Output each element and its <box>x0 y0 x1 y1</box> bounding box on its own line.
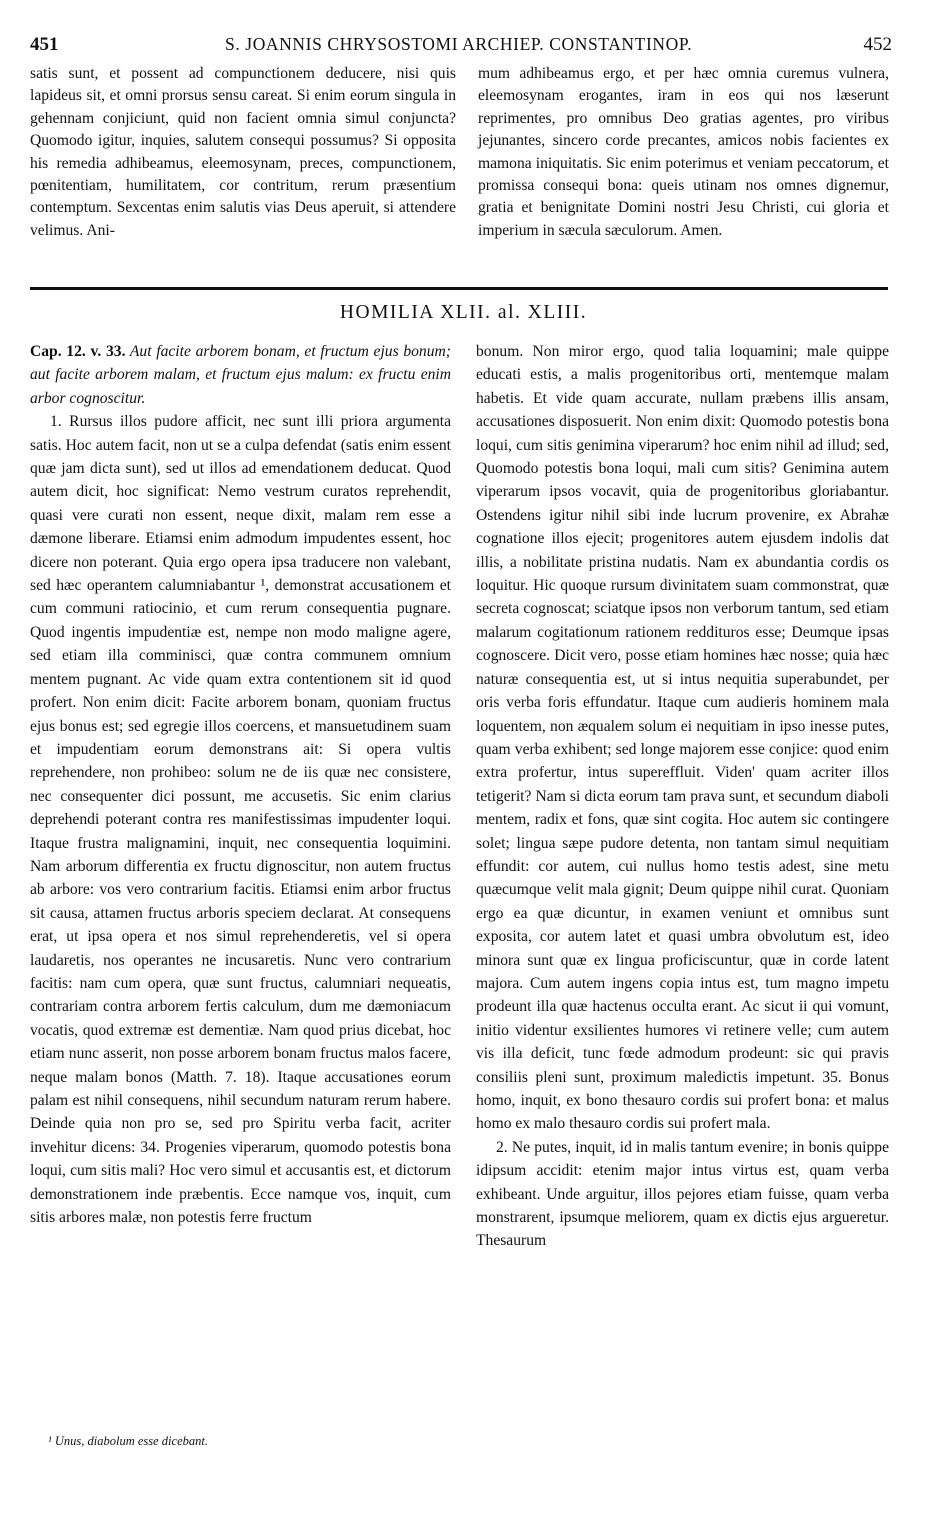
running-title: S. JOANNIS CHRYSOSTOMI ARCHIEP. CONSTANTINOP. <box>225 34 693 54</box>
body-left-column <box>30 340 451 1229</box>
homily-title: HOMILIA XLII. al. XLIII. <box>339 302 588 323</box>
body-right-column <box>476 340 889 1253</box>
page-number-left: 451 <box>30 34 59 55</box>
left-paragraph: 1. Rursus illos pudore afficit, nec sunt illi priora argumenta satis. Hoc autem facit, non ut se a culpa defendat (satis enim essent quæ jam dicta sunt), sed ut illos ad emendationem deducat. Quod autem dicit, hoc significat: Nemo vestrum curatos reprehendit, quasi vere curati non essent, neque dixit, malam rem esse a dæmone liberare. Etiamsi enim admodum impudentes essent, hoc dicere non poterant. Quia ergo opera ipsa traducere non valebant, sed hæc operantem calumniabantur ¹, demonstrat accusationem et cum communi ratiocinio, et cum rerum consequentia pugnare. Quod ingentis impudentiæ est, nempe non modo maligne agere, sed etiam illa comminisci, quæ contra communem omnium mentem pugnant. Ac vide quam extra contentionem sit id quod profert. Non enim dicit: Facite arborem bonam, quoniam fructus ejus bonus est; sed egregie illos coercens, et mansuetudinem suam et impudentiam eorum demonstrans ait: Si opera vultis reprehendere, non prohibeo: solum ne de iis quæ nec consistere, nec consequenter dici possunt, me accusetis. Sic enim clarius deprehendi poterant contra res manifestissimas impudenter loqui. Itaque frustra malignamini, inquit, nec consequentia loquimini. Nam arborum differentia ex fructu dignoscitur, non autem fructus ab arbore: vos vero contrarium facitis. Etiamsi enim arbor fructus sit causa, attamen fructus arboris speciem declarat. At consequens erat, ut ipsa opera et nos simul reprehenderetis, vel si opera laudaretis, nos operantes ne incusaretis. Nunc vero contrarium facitis: nam cum opera, quæ sunt fructus, calumniari nequeatis, contrariam contra arborem fertis calculum, dum me dæmoniacum vocatis, quod extremæ est dementiæ. Nam quod prius dicebat, hoc etiam nunc asserit, non posse arborem bonam fructus malos facere, neque malam bonos (Matth. 7. 18). Itaque accusationes eorum palam est nihil consequens, nihil secundum naturam rerum habere. Deinde quia non pro se, sed pro Spiritu verba facit, acriter invehitur dicens: 34. Progenies viperarum, quomodo potestis bona loqui, cum sitis mali? Hoc vero simul et accusantis est, et dictorum demonstrationem inde præbentis. Ecce namque vos, inquit, cum sitis arbores malæ, non potestis ferre fructum <box>30 413 451 1227</box>
chapter-label: Cap. 12. v. 33. <box>30 343 126 360</box>
page-number-right: 452 <box>863 34 892 55</box>
chapter-text: Aut facite arborem bonam, et fructum ejus bonum; aut facite arborem malam, et fructum ejus malum: ex fructu enim arbor cognoscitur. <box>30 343 451 407</box>
top-right-column <box>478 63 889 242</box>
page-header <box>30 34 892 58</box>
top-left-column <box>30 63 456 242</box>
section-divider <box>30 287 888 290</box>
chapter-heading <box>30 340 451 410</box>
top-left-text: satis sunt, et possent ad compunctionem deducere, nisi quis lapideus sit, et omni prorsus sensu careat. Si enim eorum singula in gehennam conjiciunt, quid non facient omnia simul conjuncta? Quomodo igitur, inquies, salutem consequi possumus? Si opposita his remedia adhibeamus, eleemosynam, preces, compunctionem, pœnitentiam, humilitatem, cor contritum, rerum præsentium contemptum. Sexcentas enim salutis vias Deus aperuit, si attendere velimus. Ani- <box>30 65 456 239</box>
footnote: ¹ Unus, diabolum esse dicebant. <box>48 1434 208 1448</box>
top-right-text: mum adhibeamus ergo, et per hæc omnia curemus vulnera, eleemosynam erogantes, iram in eos qui nos læserunt reprimentes, pro omnibus Deo gratias agentes, pro viribus jejunantes, sincero corde precantes, amicos nobis facientes ex mamona iniquitatis. Sic enim poterimus et veniam peccatorum, et promissa consequi bona: queis utinam nos omnes dignemur, gratia et benignitate Domini nostri Jesu Christi, cui gloria et imperium in sæcula sæculorum. Amen. <box>478 65 889 239</box>
right-paragraph-1: bonum. Non miror ergo, quod talia loquamini; male quippe educati estis, a malis progenitoribus orti, mentemque malam habetis. Et vide quam accurate, nullam præbens illis ansam, accusationes disposuerit. Non enim dixit: Quomodo potestis bona loqui, cum sitis genimina viperarum? hoc enim nihil ad illud; sed, Quomodo potestis bona loqui, mali cum sitis? Genimina autem viperarum ipsos vocavit, quia de progenitoribus gloriabantur. Ostendens igitur nihil sibi inde lucrum provenire, ex Abrahæ cognatione illos ejecit; progenitores autem ejusdem indolis dat illis, a nobilitate pristina nudatis. Nam ex abundantia cordis os loquitur. Hic quoque rursum divinitatem suam commonstrat, quæ secreta cognoscat; sciatque ipsos non verborum tantum, sed etiam malarum cogitationum rationem reddituros esse; Deumque ipsas cognoscere. Dicit vero, posse etiam homines hæc nosse; quia hæc naturæ consequentia est, ut si intus nequitia superabundet, per oris verba foris effundatur. Itaque cum audieris hominem mala loquentem, non æqualem solum ei nequitiam in ipso inesse putes, quam verba exhibent; sed longe majorem esse conjice: quod enim extra profertur, intus supereffluit. Viden' quam acriter illos tetigerit? Nam si dicta eorum tam prava sunt, et secundum diaboli mentem, radix et fons, quæ sint cogita. Hoc autem sic contingere solet; lingua sæpe pudore detenta, non tantam simul nequitiam effundit: cor autem, cui nullus homo testis adest, sine metu quæcumque velit mala gignit; Deum quippe nihil curat. Quoniam ergo ea quæ dicuntur, in examen veniunt et omnibus sunt exposita, cor autem latet et quasi umbra obvolutum est, ideo minora sunt quæ ex lingua proficiscuntur, quæ in corde latent majora. Cum autem ingens copia intus est, tum magno impetu prodeunt illa quæ hactenus occulta erant. Ac sicut ii qui vomunt, initio videntur exsilientes humores vi retinere velle; cum autem vis illa deficit, tunc fœde admodum prodeunt: sic qui pravis consiliis pleni sunt, proximum maledictis impetunt. 35. Bonus homo, inquit, ex bono thesauro cordis sui profert bona: et malus homo ex malo thesauro cordis sui profert mala. <box>476 343 889 1133</box>
right-paragraph-2: 2. Ne putes, inquit, id in malis tantum evenire; in bonis quippe idipsum accidit: etenim major intus virtus est, quam verba exhibeant. Unde arguitur, illos pejores etiam fuisse, quam verba monstrarent, ipsumque meliorem, quam ex dictis ejus argueretur. Thesaurum <box>476 1138 889 1250</box>
